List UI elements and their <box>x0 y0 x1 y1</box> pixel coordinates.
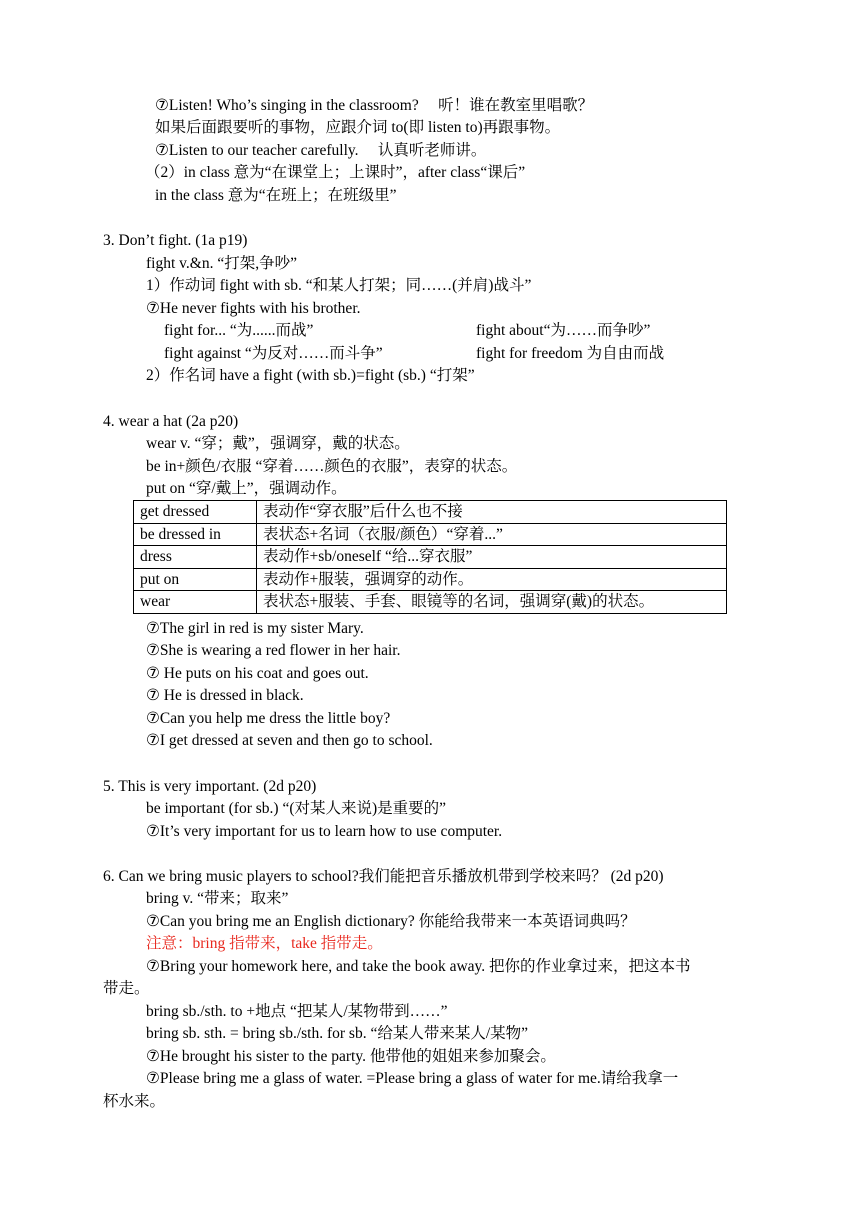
example-sentence: ⑦He never fights with his brother. <box>146 300 361 317</box>
example-sentence: ⑦He brought his sister to the party. 他带他的姐姐来参加聚会。 <box>146 1048 556 1065</box>
table-cell: wear <box>134 591 257 614</box>
text-line: put on “穿/戴上”，强调动作。 <box>146 480 347 497</box>
example-sentence: ⑦Can you help me dress the little boy? <box>146 710 391 727</box>
table-cell: 表动作+服装，强调穿的动作。 <box>257 568 727 591</box>
text-line: fight against “为反对……而斗争” <box>164 345 383 362</box>
section-heading: 3. Don’t fight. (1a p19) <box>103 232 248 249</box>
table-cell: 表状态+名词（衣服/颜色）“穿着...” <box>257 523 727 546</box>
table-cell: get dressed <box>134 501 257 524</box>
text-line: bring v. “带来；取来” <box>146 890 289 907</box>
example-sentence: ⑦ He is dressed in black. <box>146 687 304 704</box>
text-line: ⑦Listen to our teacher carefully. 认真听老师讲。 <box>155 142 487 159</box>
text-line: bring sb./sth. to +地点 “把某人/某物带到……” <box>146 1003 448 1020</box>
section-heading: 4. wear a hat (2a p20) <box>103 413 239 430</box>
text-line: 如果后面跟要听的事物，应跟介词 to(即 listen to)再跟事物。 <box>155 119 561 136</box>
table-row <box>134 568 727 591</box>
text-line: 带走。 <box>103 980 150 997</box>
text-line: be important (for sb.) “(对某人来说)是重要的” <box>146 800 447 817</box>
example-sentence: ⑦ He puts on his coat and goes out. <box>146 665 369 682</box>
text-line: fight about“为……而争吵” <box>476 322 651 339</box>
text-line: ⑦Listen! Who’s singing in the classroom? 听！谁在教室里唱歌？ <box>155 97 594 114</box>
text-line: be in+颜色/衣服 “穿着……颜色的衣服”，表穿的状态。 <box>146 458 518 475</box>
example-sentence: ⑦It’s very important for us to learn how to use computer. <box>146 823 503 840</box>
table-cell: be dressed in <box>134 523 257 546</box>
table-cell: dress <box>134 546 257 569</box>
text-line: 杯水来。 <box>103 1093 166 1110</box>
note-warning: 注意：bring 指带来，take 指带走。 <box>146 935 383 952</box>
text-line: fight for... “为......而战” <box>164 322 314 339</box>
table-row <box>134 591 727 614</box>
section-heading: 5. This is very important. (2d p20) <box>103 778 317 795</box>
example-sentence: ⑦She is wearing a red flower in her hair. <box>146 642 401 659</box>
example-sentence: ⑦Can you bring me an English dictionary? 你能给我带来一本英语词典吗？ <box>146 913 636 930</box>
table-row <box>134 546 727 569</box>
text-line: 2）作名词 have a fight (with sb.)=fight (sb.) “打架” <box>146 367 475 384</box>
example-sentence: ⑦I get dressed at seven and then go to school. <box>146 732 433 749</box>
text-line: （2）in class 意为“在课堂上；上课时”，after class“课后” <box>145 164 526 181</box>
example-sentence: ⑦The girl in red is my sister Mary. <box>146 620 364 637</box>
table-cell: put on <box>134 568 257 591</box>
comparison-table <box>133 500 727 614</box>
example-sentence: ⑦Please bring me a glass of water. =Please bring a glass of water for me.请给我拿一 <box>146 1070 679 1087</box>
text-line: fight v.&n. “打架,争吵” <box>146 255 297 272</box>
table-cell: 表状态+服装、手套、眼镜等的名词，强调穿(戴)的状态。 <box>257 591 727 614</box>
example-sentence: ⑦Bring your homework here, and take the book away. 把你的作业拿过来，把这本书 <box>146 958 691 975</box>
text-line: in the class 意为“在班上；在班级里” <box>155 187 397 204</box>
text-line: 1）作动词 fight with sb. “和某人打架；同……(并肩)战斗” <box>146 277 532 294</box>
table-cell: 表动作+sb/oneself “给...穿衣服” <box>257 546 727 569</box>
table-row <box>134 501 727 524</box>
text-line: fight for freedom 为自由而战 <box>476 345 665 362</box>
table-row <box>134 523 727 546</box>
section-heading: 6. Can we bring music players to school?我们能把音乐播放机带到学校来吗？ (2d p20) <box>103 868 664 885</box>
text-line: wear v. “穿；戴”，强调穿，戴的状态。 <box>146 435 410 452</box>
table-cell: 表动作“穿衣服”后什么也不接 <box>257 501 727 524</box>
text-line: bring sb. sth. = bring sb./sth. for sb. “给某人带来某人/某物” <box>146 1025 529 1042</box>
